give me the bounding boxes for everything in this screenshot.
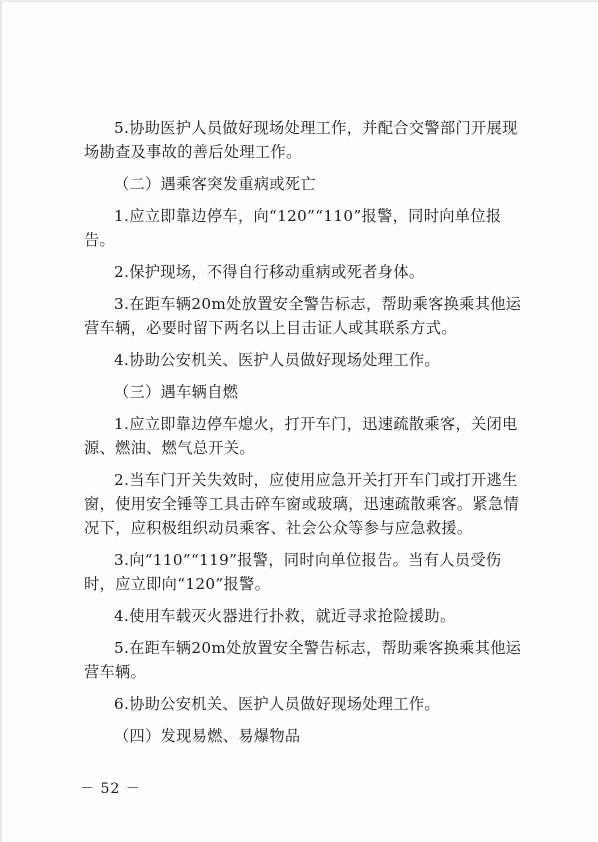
paragraph-line: 场勘查及事故的善后处理工作。: [84, 143, 302, 161]
heading-text: （三）遇车辆自燃: [114, 383, 239, 401]
section-heading: [84, 172, 526, 196]
paragraph: [84, 260, 526, 284]
paragraph: [84, 636, 526, 684]
paragraph: [84, 116, 526, 164]
paragraph: [84, 348, 526, 372]
paragraph: [84, 468, 526, 540]
paragraph-line: 营车辆。: [84, 663, 147, 681]
paragraph: [84, 692, 526, 716]
paragraph: [84, 548, 526, 596]
page-number: － 52 －: [80, 781, 141, 797]
paragraph-line: 5.在距车辆20m处放置安全警告标志，帮助乘客换乘其他运: [114, 639, 522, 657]
paragraph-line: 2.保护现场，不得自行移动重病或死者身体。: [114, 263, 425, 281]
paragraph: [84, 204, 526, 252]
section-heading: [84, 724, 526, 748]
heading-text: （四）发现易燃、易爆物品: [114, 727, 301, 745]
paragraph-line: 5.协助医护人员做好现场处理工作，并配合交警部门开展现: [114, 119, 518, 137]
paragraph-line: 3.在距车辆20m处放置安全警告标志，帮助乘客换乘其他运: [114, 295, 522, 313]
paragraph-line: 营车辆，必要时留下两名以上目击证人或其联系方式。: [84, 319, 457, 337]
paragraph-line: 时，应立即向“120”报警。: [84, 575, 271, 593]
paragraph-line: 1.应立即靠边停车熄火，打开车门，迅速疏散乘客，关闭电: [114, 415, 518, 433]
paragraph-line: 3.向“110”“119”报警，同时向单位报告。当有人员受伤: [114, 551, 502, 569]
paragraph-line: 6.协助公安机关、医护人员做好现场处理工作。: [114, 695, 440, 713]
document-body: [84, 116, 526, 756]
paragraph-line: 4.协助公安机关、医护人员做好现场处理工作。: [114, 351, 440, 369]
paragraph-line: 况下，应积极组织动员乘客、社会公众等参与应急救援。: [84, 519, 473, 537]
page-edge-top: [0, 0, 598, 2]
section-heading: [84, 380, 526, 404]
paragraph-line: 4.使用车载灭火器进行扑救，就近寻求抢险援助。: [114, 607, 456, 625]
paragraph-line: 2.当车门开关失效时，应使用应急开关打开车门或打开逃生: [114, 471, 518, 489]
paragraph: [84, 292, 526, 340]
paragraph: [84, 604, 526, 628]
heading-text: （二）遇乘客突发重病或死亡: [114, 175, 316, 193]
paragraph: [84, 412, 526, 460]
paragraph-line: 1.应立即靠边停车，向“120”“110”报警，同时向单位报: [114, 207, 502, 225]
paragraph-line: 源、燃油、燃气总开关。: [84, 439, 255, 457]
page-edge-left: [0, 0, 2, 842]
paragraph-line: 告。: [84, 231, 116, 249]
paragraph-line: 窗，使用安全锤等工具击碎车窗或玻璃，迅速疏散乘客。紧急情: [84, 495, 520, 513]
